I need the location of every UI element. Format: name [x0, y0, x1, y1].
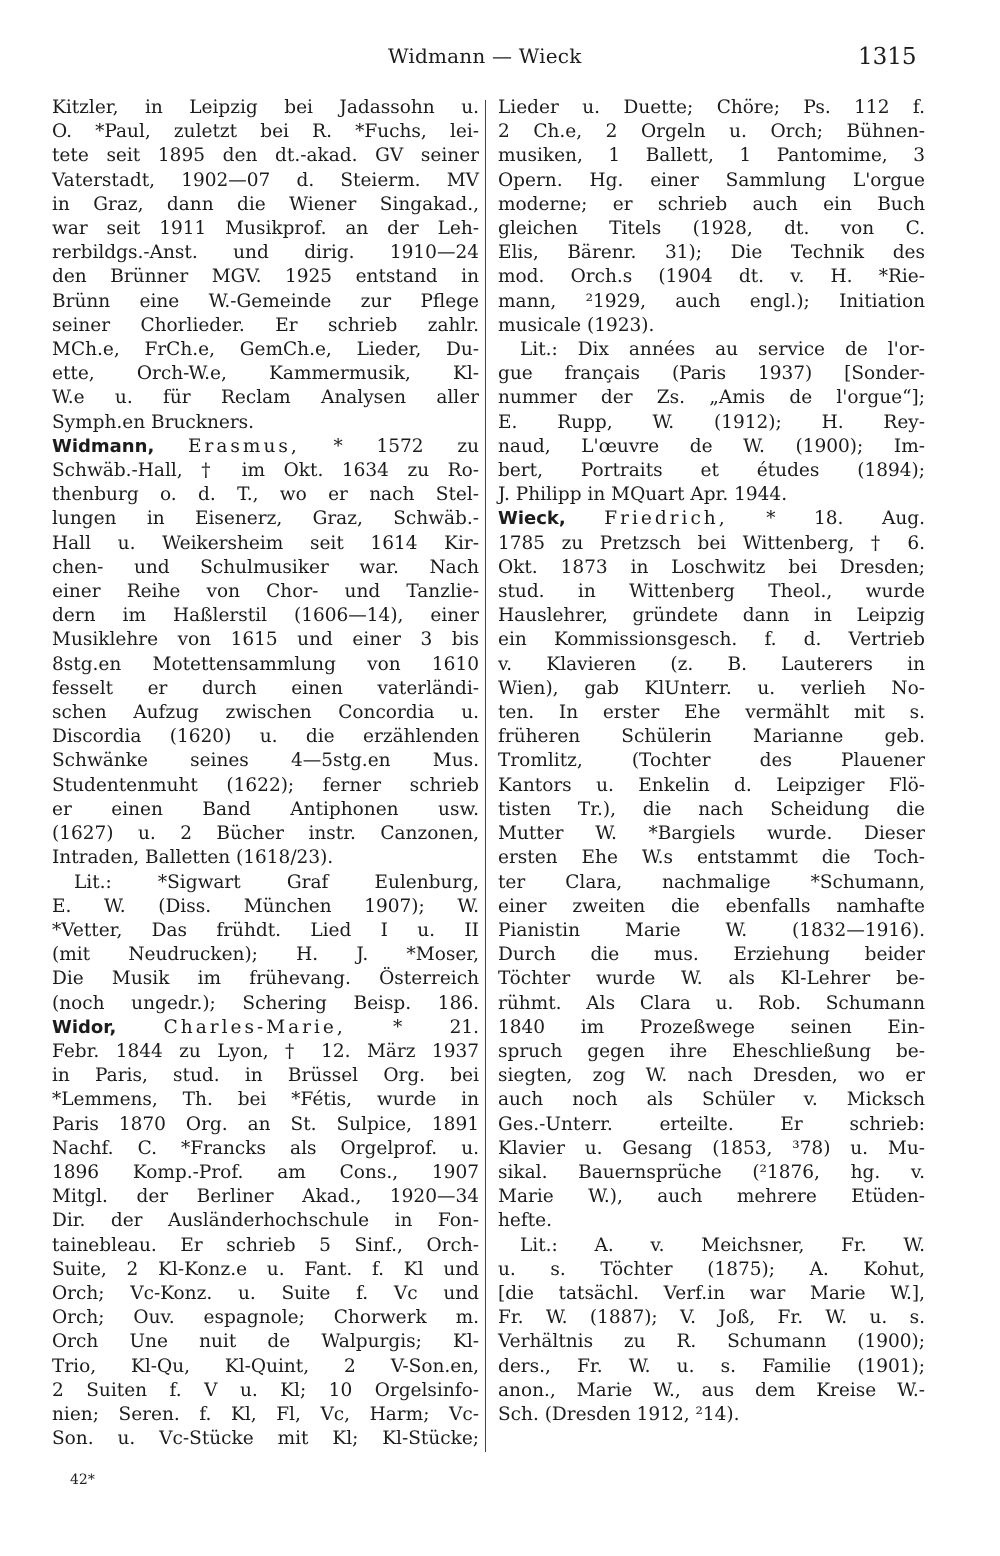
- text-line: [498, 919, 925, 943]
- text-line: [498, 725, 925, 749]
- text-line: [52, 241, 479, 265]
- line-text: ten. In erster Ehe vermählt mit s.: [498, 702, 925, 724]
- line-text: rerbildgs.-Anst. und dirig. 1910—24: [52, 242, 479, 264]
- line-text: Mitgl. der Berliner Akad., 1920—34: [52, 1186, 479, 1208]
- text-line: [52, 992, 479, 1016]
- line-text: nien; Seren. f. Kl, Fl, Vc, Harm; Vc-: [52, 1403, 479, 1425]
- line-text: fesselt er durch einen vaterländi-: [52, 677, 479, 699]
- text-line: [52, 265, 479, 289]
- text-line: [52, 895, 479, 919]
- line-text: Töchter wurde W. als Kl-Lehrer be-: [498, 968, 925, 990]
- text-line: [498, 1088, 925, 1112]
- line-text: Elis, Bärenr. 31); Die Technik des: [498, 242, 925, 264]
- line-text: ersten Ehe W.s entstammt die Toch-: [498, 847, 925, 869]
- text-line: [498, 1185, 925, 1209]
- line-text: den Brünner MGV. 1925 entstand in: [52, 266, 479, 288]
- signature-mark: 42*: [70, 1472, 95, 1488]
- text-line: [498, 169, 925, 193]
- line-text: Hall u. Weikersheim seit 1614 Kir-: [52, 532, 479, 554]
- text-line: [498, 1137, 925, 1161]
- line-text: tisten Tr.), die nach Scheidung die: [498, 798, 925, 820]
- line-text: 2 Suiten f. V u. Kl; 10 Orgelsinfo-: [52, 1379, 479, 1401]
- line-text: einer Reihe von Chor- und Tanzlie-: [52, 581, 479, 603]
- line-text: siegten, zog W. nach Dresden, wo er: [498, 1065, 925, 1087]
- text-line: [52, 1306, 479, 1330]
- line-text: spruch gegen ihre Eheschließung be-: [498, 1040, 925, 1062]
- text-line: [498, 653, 925, 677]
- line-text: sikal. Bauernsprüche (²1876, hg. v.: [498, 1161, 925, 1183]
- line-text: Brünn eine W.-Gemeinde zur Pflege: [52, 290, 479, 312]
- line-text: Ges.-Unterr. erteilte. Er schrieb:: [498, 1113, 925, 1135]
- line-text: Durch die mus. Erziehung beider: [498, 944, 925, 966]
- line-text: ein Kommissionsgesch. f. d. Vertrieb: [498, 629, 925, 651]
- line-text: bert, Portraits et études (1894);: [498, 460, 925, 482]
- line-text: *Vetter, Das frühdt. Lied I u. II: [52, 919, 479, 941]
- line-text: früheren Schülerin Marianne geb.: [498, 726, 925, 748]
- line-text: Symph.en Bruckners.: [52, 411, 255, 433]
- text-line: [498, 338, 925, 362]
- text-line: [52, 1282, 479, 1306]
- line-text: in Paris, stud. in Brüssel Org. bei: [52, 1065, 479, 1087]
- line-text: gleichen Titels (1928, dt. von C.: [498, 218, 925, 240]
- line-text: er einen Band Antiphonen usw.: [52, 798, 479, 820]
- text-line: [498, 1161, 925, 1185]
- line-text: Lit.: Dix années au service de l'or-: [520, 339, 925, 361]
- text-line: [498, 483, 925, 507]
- line-text: Schwäb.-Hall, † im Okt. 1634 zu Ro-: [52, 460, 479, 482]
- text-line: [498, 459, 925, 483]
- text-line: [52, 943, 479, 967]
- text-line: [498, 435, 925, 459]
- text-line: [52, 507, 479, 531]
- text-line: [498, 677, 925, 701]
- text-line: [52, 1137, 479, 1161]
- entry-headword: Widmann,: [52, 435, 155, 457]
- line-text: E. W. (Diss. München 1907); W.: [52, 895, 479, 917]
- line-text: Intraden, Balletten (1618/23).: [52, 847, 334, 869]
- text-line: [52, 1209, 479, 1233]
- line-text: Schwänke seines 4—5stg.en Mus.: [52, 750, 479, 772]
- text-line: [498, 798, 925, 822]
- text-line: [498, 120, 925, 144]
- text-line: [498, 411, 925, 435]
- line-text: Kantors u. Enkelin d. Leipziger Flö-: [498, 774, 925, 796]
- line-text: * 18. Aug.: [766, 508, 925, 530]
- text-line: [52, 798, 479, 822]
- text-line: [52, 1064, 479, 1088]
- line-text: Febr. 1844 zu Lyon, † 12. März 1937: [52, 1040, 479, 1062]
- text-line: [52, 701, 479, 725]
- entry-given-name: Erasmus,: [188, 435, 300, 457]
- text-line: [498, 532, 925, 556]
- line-text: Lieder u. Duette; Chöre; Ps. 112 f.: [498, 97, 925, 118]
- line-text: u. s. Töchter (1875); A. Kohut,: [498, 1258, 925, 1280]
- line-text: tainebleau. Er schrieb 5 Sinf., Orch-: [52, 1234, 479, 1256]
- line-text: stud. in Wittenberg Theol., wurde: [498, 581, 925, 603]
- text-line: [52, 1185, 479, 1209]
- text-line: [498, 386, 925, 410]
- text-line: [52, 1330, 479, 1354]
- line-text: Lit.: A. v. Meichsner, Fr. W.: [520, 1234, 925, 1256]
- line-text: Orch Une nuit de Walpurgis; Kl-: [52, 1331, 479, 1353]
- text-line: [52, 1379, 479, 1403]
- left-column: [52, 96, 479, 1451]
- text-line: [498, 895, 925, 919]
- column-divider: [485, 100, 486, 1452]
- text-line: [52, 169, 479, 193]
- line-text: Orch; Ouv. espagnole; Chorwerk m.: [52, 1307, 479, 1329]
- line-text: chen- und Schulmusiker war. Nach: [52, 556, 479, 578]
- text-line: [52, 1113, 479, 1137]
- line-text: Studentenmuht (1622); ferner schrieb: [52, 774, 479, 796]
- text-line: [498, 1355, 925, 1379]
- text-line: [498, 241, 925, 265]
- text-line: [498, 822, 925, 846]
- text-line: [52, 386, 479, 410]
- line-text: Vaterstadt, 1902—07 d. Steierm. MV: [52, 169, 479, 191]
- text-line: [498, 580, 925, 604]
- text-line: [52, 1161, 479, 1185]
- line-text: Hauslehrer, gründete dann in Leipzig: [498, 605, 925, 627]
- line-text: 1840 im Prozeßwege seinen Ein-: [498, 1016, 925, 1038]
- line-text: Nachf. C. *Francks als Orgelprof. u.: [52, 1137, 479, 1159]
- text-line: [52, 532, 479, 556]
- line-text: tete seit 1895 den dt.-akad. GV seiner: [52, 145, 479, 167]
- entry-given-name: Charles-Marie,: [163, 1016, 346, 1038]
- text-line: [498, 749, 925, 773]
- line-text: Dir. der Ausländerhochschule in Fon-: [52, 1210, 479, 1232]
- line-text: mann, ²1929, auch engl.); Initiation: [498, 290, 925, 312]
- text-line: [52, 459, 479, 483]
- line-text: lungen in Eisenerz, Graz, Schwäb.-: [52, 508, 479, 530]
- line-text: Son. u. Vc-Stücke mit Kl; Kl-Stücke;: [52, 1428, 479, 1450]
- line-text: gue français (Paris 1937) [Sonder-: [498, 363, 925, 385]
- text-line: [498, 265, 925, 289]
- line-text: Tromlitz, (Tochter des Plauener: [498, 750, 925, 772]
- text-line: [52, 193, 479, 217]
- line-text: Verhältnis zu R. Schumann (1900);: [498, 1331, 925, 1353]
- line-text: 8stg.en Motettensammlung von 1610: [52, 653, 479, 675]
- line-text: anon., Marie W., aus dem Kreise W.-: [498, 1379, 925, 1401]
- line-text: ter Clara, nachmalige *Schumann,: [498, 871, 925, 893]
- line-text: einer zweiten die ebenfalls namhafte: [498, 895, 925, 917]
- line-text: (noch ungedr.); Schering Beisp. 186.: [52, 992, 479, 1014]
- line-text: Pianistin Marie W. (1832—1916).: [498, 919, 925, 941]
- line-text: Okt. 1873 in Loschwitz bei Dresden;: [498, 556, 925, 578]
- line-text: naud, L'œuvre de W. (1900); Im-: [498, 435, 925, 457]
- text-line: [498, 701, 925, 725]
- text-line: [52, 411, 479, 435]
- line-text: * 21.: [393, 1016, 479, 1038]
- line-text: Sch. (Dresden 1912, ²14).: [498, 1403, 740, 1425]
- text-line: [498, 1258, 925, 1282]
- text-line: [498, 1282, 925, 1306]
- text-line: [52, 604, 479, 628]
- text-line: [52, 96, 479, 120]
- text-line: [52, 846, 479, 870]
- entry-headword: Wieck,: [498, 508, 566, 530]
- text-line: [498, 1040, 925, 1064]
- text-line: [52, 1427, 479, 1451]
- line-text: hefte.: [498, 1210, 552, 1232]
- entry-given-name: Friedrich,: [604, 508, 728, 530]
- line-text: *Lemmens, Th. bei *Fétis, wurde in: [52, 1089, 479, 1111]
- line-text: musicale (1923).: [498, 314, 655, 336]
- line-text: nummer der Zs. „Amis de l'orgue“];: [498, 387, 925, 409]
- line-text: Klavier u. Gesang (1853, ³78) u. Mu-: [498, 1137, 925, 1159]
- text-line: [52, 1403, 479, 1427]
- text-line: [498, 1306, 925, 1330]
- line-text: Die Musik im frühevang. Österreich: [52, 968, 479, 990]
- text-line: [498, 846, 925, 870]
- text-line: [498, 217, 925, 241]
- text-line: [498, 1330, 925, 1354]
- line-text: O. *Paul, zuletzt bei R. *Fuchs, lei-: [52, 121, 479, 143]
- text-line: [52, 362, 479, 386]
- text-line: [52, 774, 479, 798]
- line-text: Orch; Vc-Konz. u. Suite f. Vc und: [52, 1282, 479, 1304]
- line-text: Mutter W. *Bargiels wurde. Dieser: [498, 823, 925, 845]
- line-text: schen Aufzug zwischen Concordia u.: [52, 702, 479, 724]
- line-text: J. Philipp in MQuart Apr. 1944.: [498, 484, 788, 506]
- line-text: thenburg o. d. T., wo er nach Stel-: [52, 484, 479, 506]
- line-text: Wien), gab KlUnterr. u. verlieh No-: [498, 677, 925, 699]
- text-line: [498, 992, 925, 1016]
- text-line: [52, 338, 479, 362]
- text-line: [52, 144, 479, 168]
- text-line: [498, 1234, 925, 1258]
- text-line: [498, 362, 925, 386]
- line-text: dern im Haßlerstil (1606—14), einer: [52, 605, 479, 627]
- text-line: [52, 1258, 479, 1282]
- right-column: [498, 96, 925, 1427]
- text-line: [52, 919, 479, 943]
- text-line: [52, 628, 479, 652]
- text-line: [52, 120, 479, 144]
- line-text: Opern. Hg. einer Sammlung L'orgue: [498, 169, 925, 191]
- text-line: [52, 435, 479, 459]
- line-text: v. Klavieren (z. B. Lauterers in: [498, 653, 925, 675]
- line-text: Discordia (1620) u. die erzählenden: [52, 726, 479, 748]
- text-line: [52, 871, 479, 895]
- line-text: (mit Neudrucken); H. J. *Moser,: [52, 944, 479, 966]
- line-text: 2 Ch.e, 2 Orgeln u. Orch; Bühnen-: [498, 121, 925, 143]
- text-line: [52, 1355, 479, 1379]
- text-line: [52, 822, 479, 846]
- line-text: (1627) u. 2 Bücher instr. Canzonen,: [52, 823, 479, 845]
- line-text: Lit.: *Sigwart Graf Eulenburg,: [74, 871, 479, 893]
- line-text: E. Rupp, W. (1912); H. Rey-: [498, 411, 925, 433]
- line-text: mod. Orch.s (1904 dt. v. H. *Rie-: [498, 266, 925, 288]
- line-text: war seit 1911 Musikprof. an der Leh-: [52, 218, 479, 240]
- text-line: [498, 1209, 925, 1233]
- line-text: Trio, Kl-Qu, Kl-Quint, 2 V-Son.en,: [52, 1355, 479, 1377]
- text-line: [52, 556, 479, 580]
- text-line: [52, 653, 479, 677]
- text-line: [52, 749, 479, 773]
- text-line: [498, 193, 925, 217]
- line-text: Paris 1870 Org. an St. Sulpice, 1891: [52, 1113, 479, 1135]
- line-text: seiner Chorlieder. Er schrieb zahlr.: [52, 314, 479, 336]
- text-line: [52, 1088, 479, 1112]
- text-line: [498, 290, 925, 314]
- text-line: [52, 1016, 479, 1040]
- line-text: 1896 Komp.-Prof. am Cons., 1907: [52, 1161, 479, 1183]
- line-text: in Graz, dann die Wiener Singakad.,: [52, 193, 479, 215]
- text-line: [498, 1113, 925, 1137]
- text-line: [52, 290, 479, 314]
- text-line: [52, 217, 479, 241]
- text-line: [498, 1064, 925, 1088]
- page-number: 1315: [858, 44, 917, 70]
- line-text: musiken, 1 Ballett, 1 Pantomime, 3: [498, 145, 925, 167]
- text-line: [498, 556, 925, 580]
- text-line: [52, 725, 479, 749]
- text-line: [498, 1403, 925, 1427]
- running-head: Widmann — Wieck: [388, 44, 582, 68]
- text-line: [498, 774, 925, 798]
- text-line: [52, 580, 479, 604]
- line-text: Marie W.), auch mehrere Etüden-: [498, 1186, 925, 1208]
- text-line: [498, 1379, 925, 1403]
- line-text: Musiklehre von 1615 und einer 3 bis: [52, 629, 479, 651]
- text-line: [52, 314, 479, 338]
- line-text: moderne; er schrieb auch ein Buch: [498, 193, 925, 215]
- entry-headword: Widor,: [52, 1016, 117, 1038]
- line-text: ders., Fr. W. u. s. Familie (1901);: [498, 1355, 925, 1377]
- line-text: [die tatsächl. Verf.in war Marie W.],: [498, 1282, 925, 1304]
- line-text: * 1572 zu: [333, 435, 479, 457]
- text-line: [52, 1040, 479, 1064]
- page-header: [0, 40, 1000, 80]
- text-line: [52, 1234, 479, 1258]
- line-text: rühmt. Als Clara u. Rob. Schumann: [498, 992, 925, 1014]
- text-line: [498, 507, 925, 531]
- text-line: [498, 628, 925, 652]
- line-text: MCh.e, FrCh.e, GemCh.e, Lieder, Du-: [52, 339, 479, 361]
- text-line: [498, 314, 925, 338]
- line-text: Fr. W. (1887); V. Joß, Fr. W. u. s.: [498, 1307, 925, 1329]
- text-line: [498, 604, 925, 628]
- text-line: [52, 483, 479, 507]
- text-line: [498, 1016, 925, 1040]
- text-line: [52, 967, 479, 991]
- line-text: ette, Orch-W.e, Kammermusik, Kl-: [52, 363, 479, 385]
- line-text: Suite, 2 Kl-Konz.e u. Fant. f. Kl und: [52, 1258, 479, 1280]
- text-line: [52, 677, 479, 701]
- text-line: [498, 96, 925, 120]
- line-text: auch noch als Schüler v. Micksch: [498, 1089, 925, 1111]
- line-text: 1785 zu Pretzsch bei Wittenberg, † 6.: [498, 532, 925, 554]
- line-text: Kitzler, in Leipzig bei Jadassohn u.: [52, 97, 479, 118]
- text-line: [498, 144, 925, 168]
- line-text: W.e u. für Reclam Analysen aller: [52, 387, 479, 409]
- text-line: [498, 871, 925, 895]
- text-line: [498, 943, 925, 967]
- text-line: [498, 967, 925, 991]
